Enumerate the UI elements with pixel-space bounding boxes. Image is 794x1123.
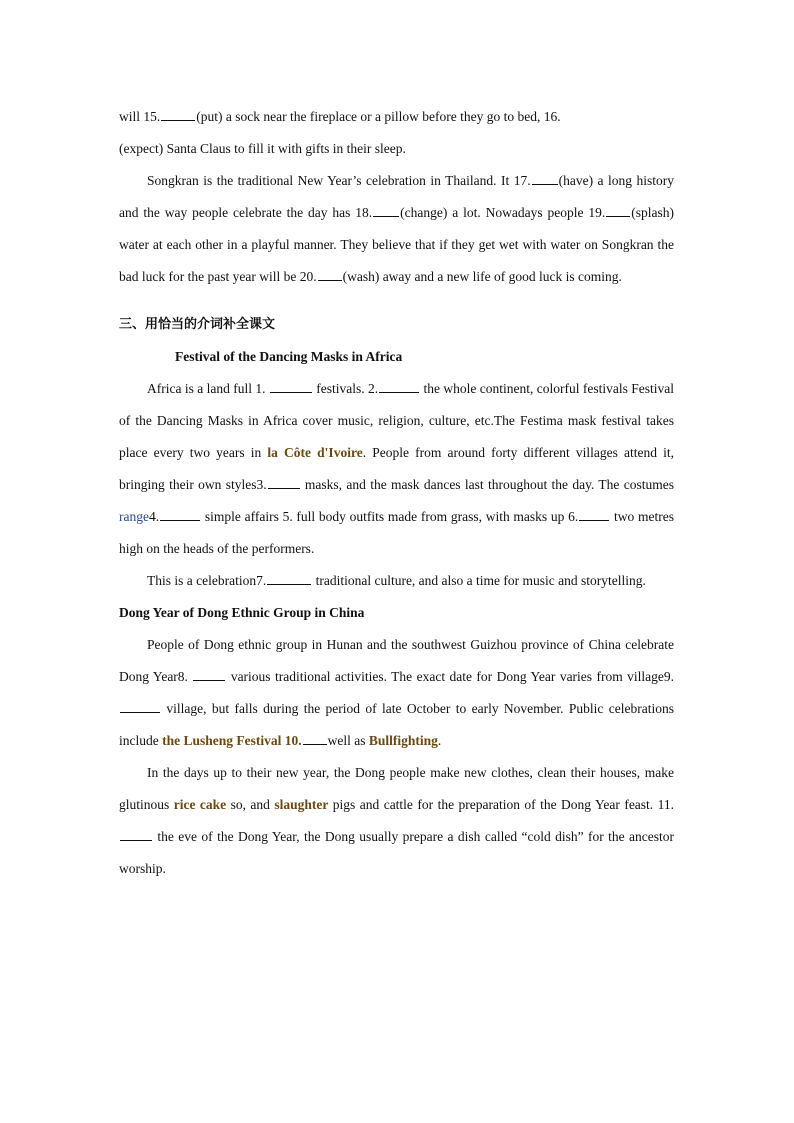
blank-11[interactable]	[120, 826, 152, 841]
blank-1[interactable]	[270, 378, 312, 393]
paragraph-africa: Africa is a land full 1. festivals. 2. the whole continent, colorful festivals Festival of the Dancing Masks in Africa cover music, religion, culture, etc.The Festima mask festival takes place every two years in la Côte d'Ivoire. People from around forty different villages attend it, bringing their own styles3. masks, and the mask dances last throughout the day. The costumes range4. simple affairs 5. full body outfits made from grass, with masks up 6. two metres high on the heads of the performers.	[119, 373, 674, 565]
paragraph-celebration: This is a celebration7. traditional culture, and also a time for music and storytelling.	[119, 565, 674, 597]
highlight-cote-divoire: la Côte d'Ivoire	[267, 445, 363, 460]
word-range: range	[119, 509, 149, 524]
blank-7[interactable]	[267, 570, 311, 585]
blank-20[interactable]	[318, 266, 342, 281]
blank-2[interactable]	[379, 378, 419, 393]
paragraph-dong: People of Dong ethnic group in Hunan and the southwest Guizhou province of China celebrate Dong Year8. various traditional activities. The exact date for Dong Year varies from village9. village, but falls during the period of late October to early November. Public celebrations include the Lusheng Festival 10. well as Bullfighting.	[119, 637, 675, 748]
highlight-rice-cake: rice cake	[173, 797, 227, 812]
highlight-slaughter: slaughter	[274, 797, 329, 812]
blank-10[interactable]	[303, 730, 327, 745]
section-heading: 三、用恰当的介词补全课文	[119, 317, 276, 332]
blank-6[interactable]	[579, 506, 609, 521]
title-dong-year: Dong Year of Dong Ethnic Group in China	[119, 605, 365, 620]
paragraph-new-year: In the days up to their new year, the Dong people make new clothes, clean their houses, make glutinous rice cake so, and slaughter pigs and cattle for the preparation of the Dong Year feast. 11. the eve of the Dong Year, the Dong usually prepare a dish called “cold dish” for the ancestor worship.	[119, 765, 675, 876]
document-page	[119, 101, 674, 885]
title-dancing-masks: Festival of the Dancing Masks in Africa	[175, 349, 403, 364]
blank-8[interactable]	[193, 666, 225, 681]
blank-9[interactable]	[120, 698, 160, 713]
blank-18[interactable]	[373, 202, 399, 217]
blank-15[interactable]	[161, 106, 195, 121]
blank-4[interactable]	[160, 506, 200, 521]
paragraph-continuation: will 15. (put) a sock near the fireplace or a pillow before they go to bed, 16. (expect) Santa Claus to fill it with gifts in their sleep.	[119, 101, 674, 165]
blank-17[interactable]	[532, 170, 558, 185]
blank-3[interactable]	[268, 474, 300, 489]
blank-19[interactable]	[606, 202, 630, 217]
highlight-bullfighting: Bullfighting	[368, 733, 438, 748]
paragraph-songkran: Songkran is the traditional New Year’s celebration in Thailand. It 17. (have) a long history and the way people celebrate the day has 18. (change) a lot. Nowadays people 19. (splash) water at each other in a playful manner. They believe that if they get wet with water on Songkran the bad luck for the past year will be 20. (wash) away and a new life of good luck is coming.	[119, 165, 674, 293]
highlight-lusheng: the Lusheng Festival 10.	[162, 733, 302, 748]
